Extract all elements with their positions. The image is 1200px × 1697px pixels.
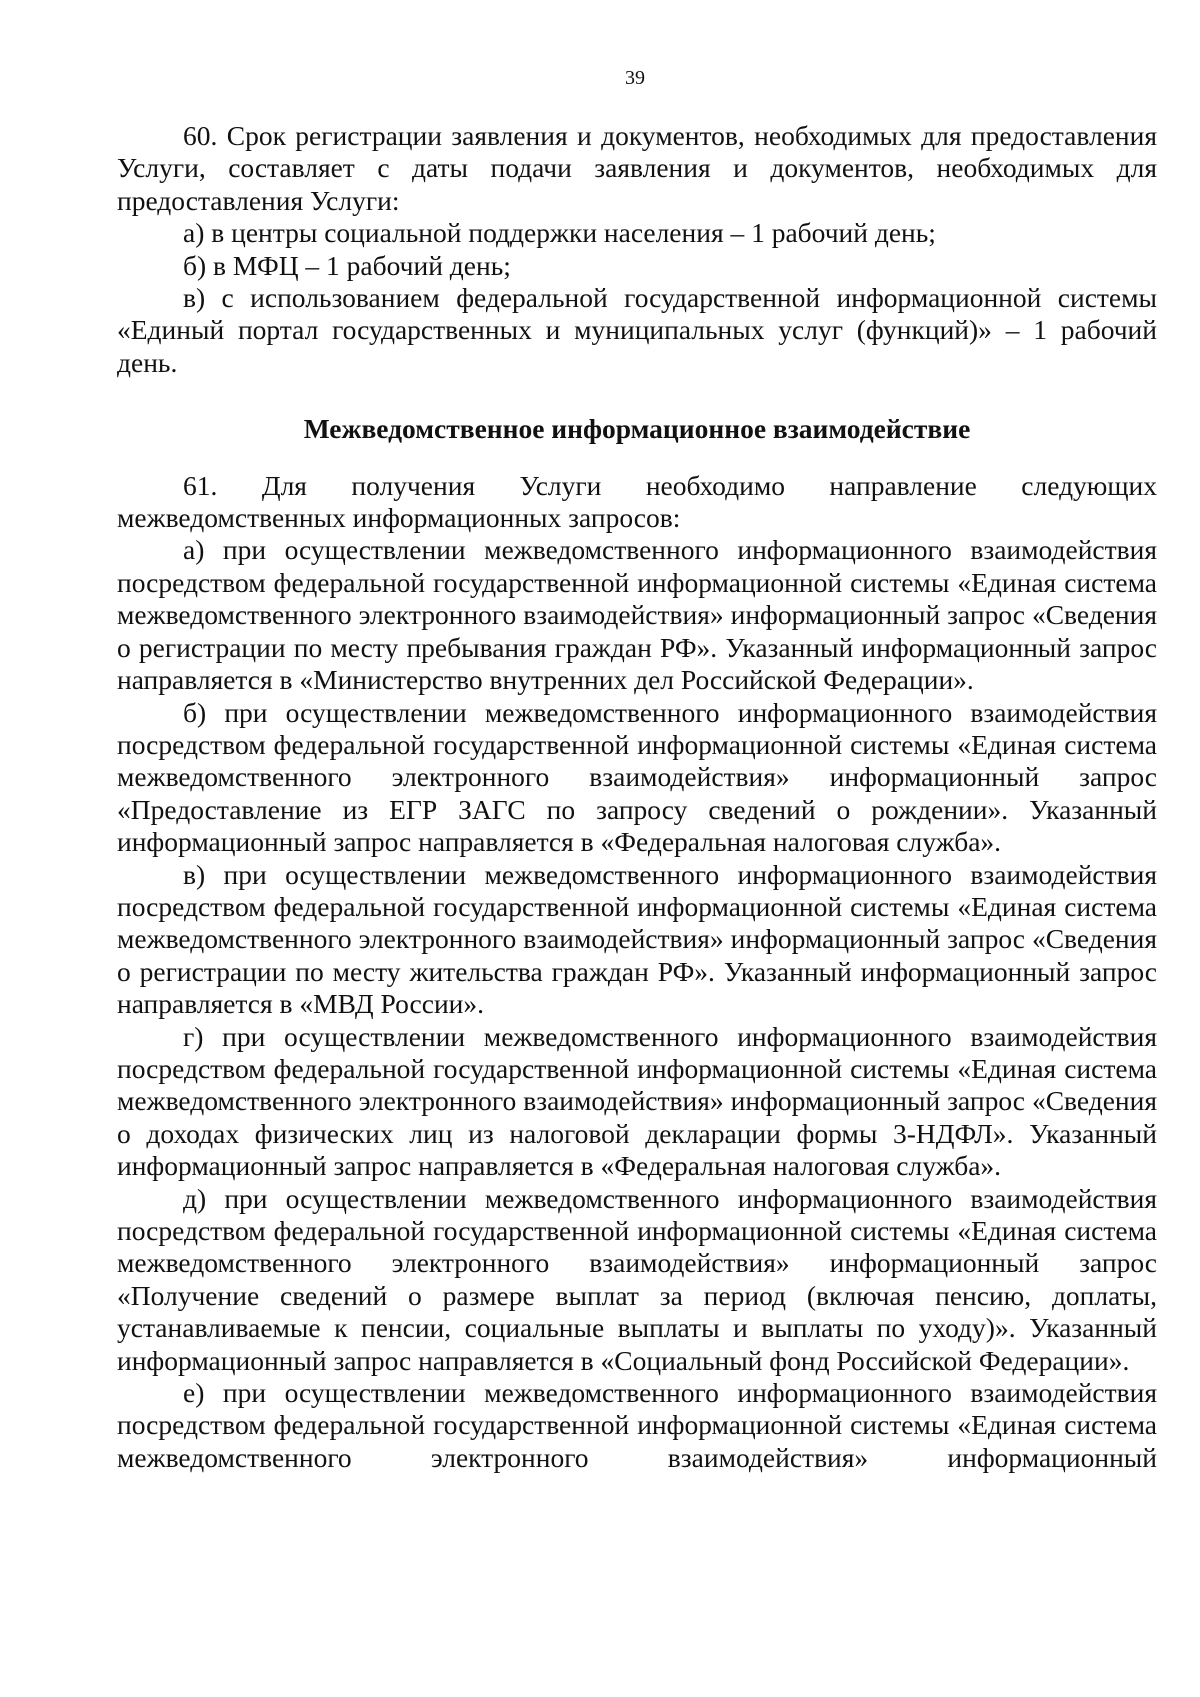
document-body <box>117 120 1157 1474</box>
paragraph-61-c: в) при осуществлении межведомственного информационного взаимодействия посредством федеральной государственной информационной системы «Единая система межведомственного электронного взаимодействия» информационный запрос «Сведения о регистрации по месту жительства граждан РФ». Указанный информационный запрос направляется в «МВД России». <box>117 858 1157 1020</box>
paragraph-60-a: а) в центры социальной поддержки населения – 1 рабочий день; <box>183 217 936 249</box>
paragraph-61: 61. Для получения Услуги необходимо направление следующих межведомственных информационных запросов: <box>117 469 1157 534</box>
section-heading: Межведомственное информационное взаимодействие <box>303 413 971 445</box>
paragraph-61-d: г) при осуществлении межведомственного информационного взаимодействия посредством федеральной государственной информационной системы «Единая система межведомственного электронного взаимодействия» информационный запрос «Сведения о доходах физических лиц из налоговой декларации формы 3-НДФЛ». Указанный информационный запрос направляется в «Федеральная налоговая служба». <box>117 1020 1157 1182</box>
paragraph-61-e: д) при осуществлении межведомственного информационного взаимодействия посредством федеральной государственной информационной системы «Единая система межведомственного электронного взаимодействия» информационный запрос «Получение сведений о размере выплат за период (включая пенсию, доплаты, устанавливаемые к пенсии, социальные выплаты и выплаты по уходу)». Указанный информационный запрос направляется в «Социальный фонд Российской Федерации». <box>117 1182 1157 1376</box>
page-number: 39 <box>625 67 645 89</box>
paragraph-61-a: а) при осуществлении межведомственного информационного взаимодействия посредством федеральной государственной информационной системы «Единая система межведомственного электронного взаимодействия» информационный запрос «Сведения о регистрации по месту пребывания граждан РФ». Указанный информационный запрос направляется в «Министерство внутренних дел Российской Федерации». <box>117 534 1157 696</box>
paragraph-61-b: б) при осуществлении межведомственного информационного взаимодействия посредством федеральной государственной информационной системы «Единая система межведомственного электронного взаимодействия» информационный запрос «Предоставление из ЕГР ЗАГС по запросу сведений о рождении». Указанный информационный запрос направляется в «Федеральная налоговая служба». <box>117 696 1157 858</box>
paragraph-60-c: в) с использованием федеральной государственной информационной системы «Единый портал государственных и муниципальных услуг (функций)» – 1 рабочий день. <box>117 282 1157 378</box>
paragraph-61-f: е) при осуществлении межведомственного информационного взаимодействия посредством федеральной государственной информационной системы «Единая система межведомственного электронного взаимодействия» информационный <box>117 1377 1157 1473</box>
paragraph-60-b: б) в МФЦ – 1 рабочий день; <box>183 249 511 281</box>
paragraph-60: 60. Срок регистрации заявления и документов, необходимых для предоставления Услуги, составляет с даты подачи заявления и документов, необходимых для предоставления Услуги: <box>117 120 1157 216</box>
